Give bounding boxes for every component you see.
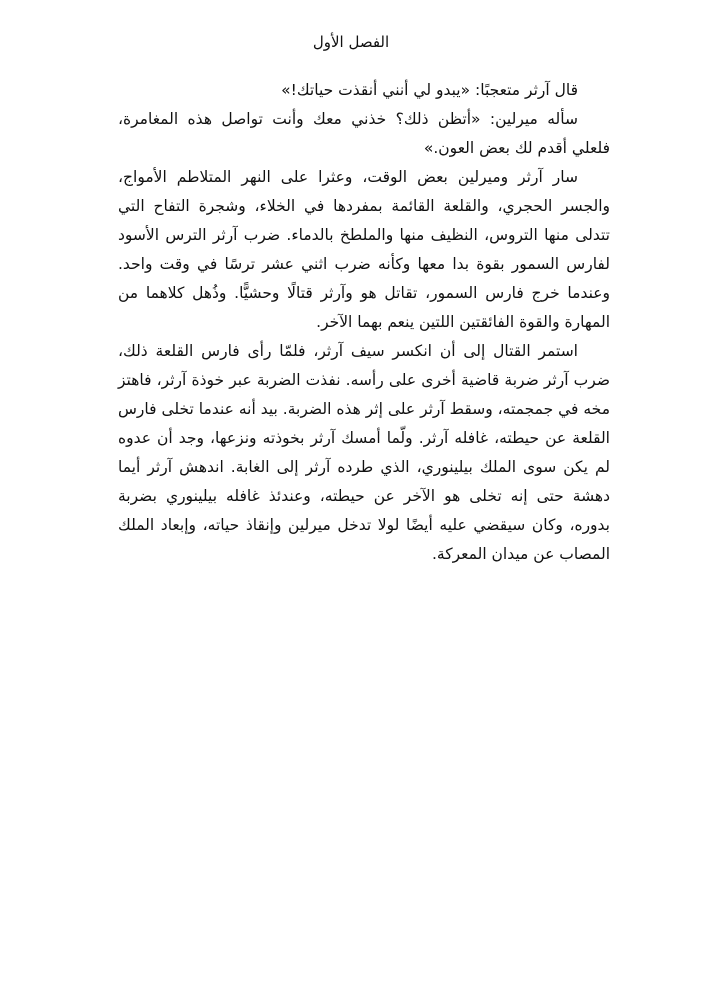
paragraph-merlin-asks: سأله ميرلين: «أتظن ذلك؟ خذني معك وأنت تواصل هذه المغامرة، فلعلي أقدم لك بعض العون.» (118, 110, 610, 157)
paragraph-journey-and-fight: سار آرثر وميرلين بعض الوقت، وعثرا على النهر المتلاطم الأمواج، والجسر الحجري، والقلعة القائمة بمفردها في الخلاء، وشجرة التفاح التي تتدلى منها التروس، النظيف منها والملطخ بالدماء. ضرب آرثر الترس الأسود لفارس السمور بقوة بدا معها وكأنه ضرب اثني عشر ترسًا في وقت واحد. وعندما خرج فارس السمور، تقاتل هو وآرثر قتالًا وحشيًّا. وذُهل كلاهما من المهارة والقوة الفائقتين اللتين ينعم بهما الآخر. (118, 168, 610, 331)
paragraph-battle-continues: استمر القتال إلى أن انكسر سيف آرثر، فلمّا رأى فارس القلعة ذلك، ضرب آرثر ضربة قاضية أخرى على رأسه. نفذت الضربة عبر خوذة آرثر، فاهتز مخه في جمجمته، وسقط آرثر على إثر هذه الضربة. بيد أنه عندما تخلى فارس القلعة عن حيطته، غافله آرثر. ولّما أمسك آرثر بخوذته ونزعها، وجد أن عدوه لم يكن سوى الملك بيلينوري، الذي طرده آرثر إلى الغابة. اندهش آرثر أيما دهشة حتى إنه تخلى هو الآخر عن حيطته، وعندئذ غافله بيلينوري بضربة بدوره، وكان سيقضي عليه أيضًا لولا تدخل ميرلين وإنقاذ حياته، وإبعاد الملك المصاب عن ميدان المعركة. (118, 342, 610, 563)
chapter-body-text (118, 76, 610, 569)
paragraph-arthur-exclaims: قال آرثر متعجبًا: «يبدو لي أنني أنقذت حياتك!» (281, 81, 578, 99)
chapter-running-header: الفصل الأول (312, 33, 390, 51)
